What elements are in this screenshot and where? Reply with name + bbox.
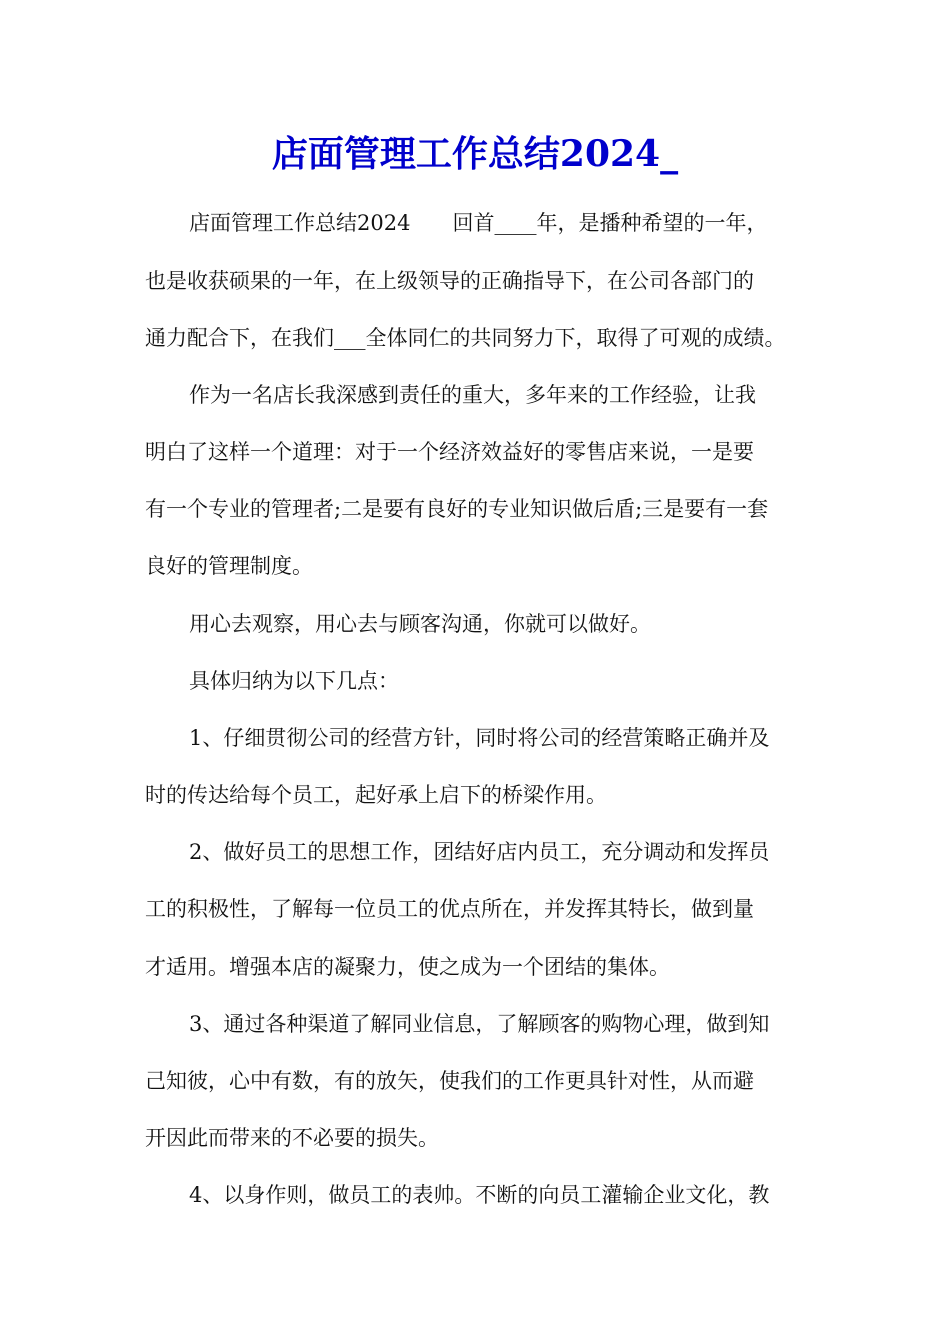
paragraph-line: 用心去观察，用心去与顾客沟通，你就可以做好。 — [189, 612, 651, 636]
paragraph-line: 具体归纳为以下几点： — [189, 669, 399, 693]
paragraph-line: 作为一名店长我深感到责任的重大，多年来的工作经验，让我 — [189, 383, 756, 407]
list-item-line: 4、以身作则，做员工的表帅。不断的向员工灌输企业文化，教 — [189, 1183, 770, 1207]
list-item-line: 己知彼，心中有数，有的放矢，使我们的工作更具针对性，从而避 — [145, 1069, 754, 1093]
paragraph-line: 良好的管理制度。 — [145, 554, 313, 578]
paragraph-line: 有一个专业的管理者;二是要有良好的专业知识做后盾;三是要有一套 — [145, 497, 769, 521]
paragraph-line: 店面管理工作总结2024 回首____年，是播种希望的一年， — [189, 211, 768, 235]
paragraph-line: 明白了这样一个道理：对于一个经济效益好的零售店来说，一是要 — [145, 440, 754, 464]
list-item-line: 3、通过各种渠道了解同业信息，了解顾客的购物心理，做到知 — [189, 1012, 770, 1036]
list-item-line: 工的积极性，了解每一位员工的优点所在，并发挥其特长，做到量 — [145, 897, 754, 921]
document-title: 店面管理工作总结2024_ — [271, 133, 679, 175]
list-item-line: 才适用。增强本店的凝聚力，使之成为一个团结的集体。 — [145, 955, 670, 979]
list-item-line: 时的传达给每个员工，起好承上启下的桥梁作用。 — [145, 783, 607, 807]
paragraph-line: 通力配合下，在我们___全体同仁的共同努力下，取得了可观的成绩。 — [145, 326, 786, 350]
paragraph-line: 也是收获硕果的一年，在上级领导的正确指导下，在公司各部门的 — [145, 269, 754, 293]
list-item-line: 2、做好员工的思想工作，团结好店内员工，充分调动和发挥员 — [189, 840, 770, 864]
list-item-line: 开因此而带来的不必要的损失。 — [145, 1126, 439, 1150]
list-item-line: 1、仔细贯彻公司的经营方针，同时将公司的经营策略正确并及 — [189, 726, 770, 750]
